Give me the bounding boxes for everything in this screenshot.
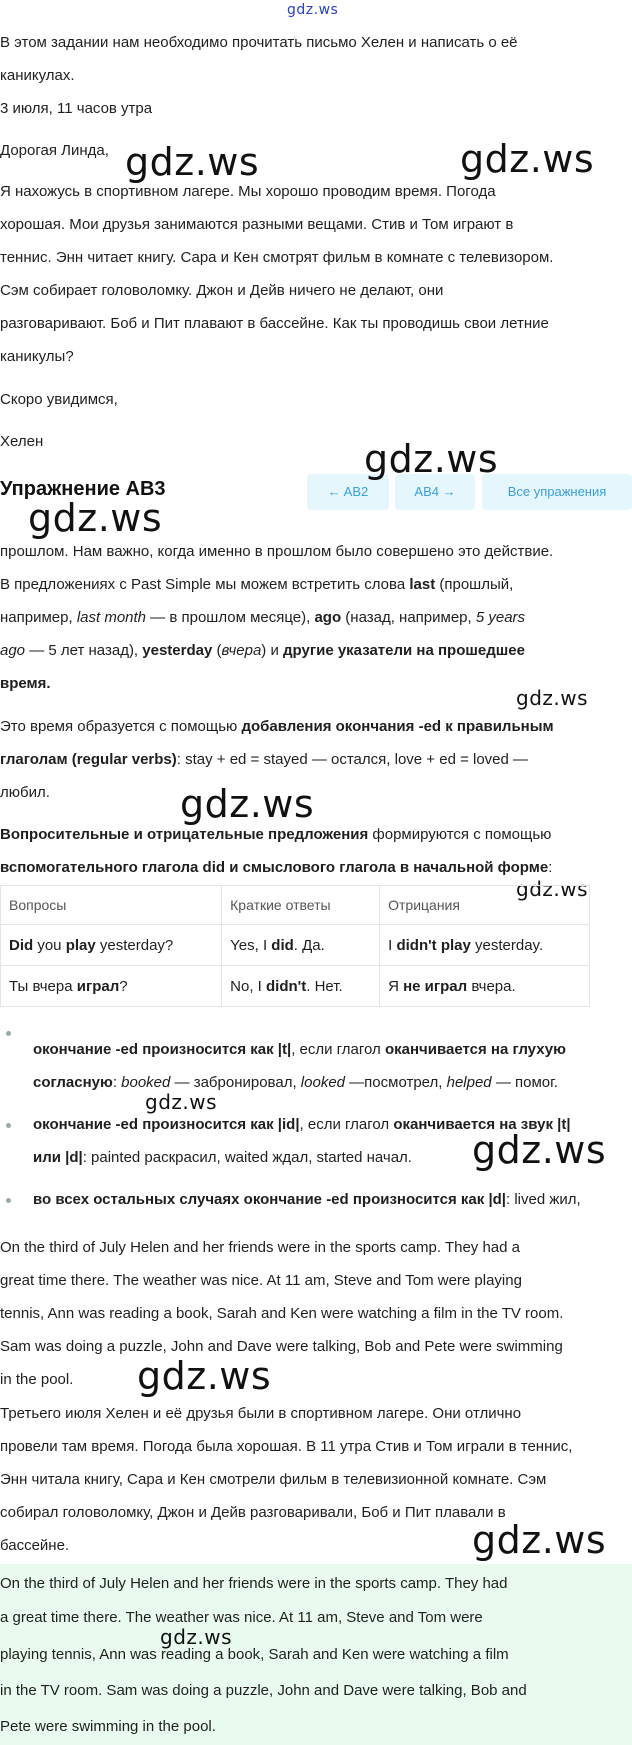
- theory-line: Вопросительные и отрицательные предложения формируются с помощью: [0, 826, 552, 843]
- letter-closing: Скоро увидимся,: [0, 391, 118, 408]
- watermark: gdz.ws: [125, 140, 260, 184]
- letter-greeting: Дорогая Линда,: [0, 142, 109, 159]
- all-exercises-button[interactable]: Все упражнения: [482, 474, 632, 510]
- table-row: [1, 966, 590, 1007]
- table-cell: Yes, I did. Да.: [222, 925, 380, 966]
- list-item: окончание -ed произносится как |id|, если глагол оканчивается на звук |t|: [33, 1116, 571, 1133]
- table-cell: No, I didn't. Нет.: [222, 966, 380, 1007]
- english-line: in the pool.: [0, 1371, 74, 1388]
- bullet-dot: [6, 1123, 11, 1128]
- russian-line: бассейне.: [0, 1537, 70, 1554]
- letter-line: теннис. Энн читает книгу. Сара и Кен смотрят фильм в комнате с телевизором.: [0, 249, 554, 266]
- table-row: [1, 925, 590, 966]
- letter-line: Сэм собирает головоломку. Джон и Дейв ничего не делают, они: [0, 282, 444, 299]
- answer-line: Pete were swimming in the pool.: [0, 1718, 216, 1735]
- theory-line: например, last month — в прошлом месяце), ago (назад, например, 5 years: [0, 609, 526, 626]
- theory-line: глаголам (regular verbs): stay + ed = stayed — остался, love + ed = loved —: [0, 751, 529, 768]
- intro-line: каникулах.: [0, 67, 75, 84]
- russian-line: Энн читала книгу, Сара и Кен смотрели фильм в телевизионной комнате. Сэм: [0, 1471, 547, 1488]
- russian-line: собирал головоломку, Джон и Дейв разговаривали, Боб и Пит плавали в: [0, 1504, 506, 1521]
- watermark: gdz.ws: [516, 686, 589, 710]
- letter-line: хорошая. Мои друзья занимаются разными вещами. Стив и Том играют в: [0, 216, 514, 233]
- english-line: Sam was doing a puzzle, John and Dave were talking, Bob and Pete were swimming: [0, 1338, 563, 1355]
- list-item: согласную: booked — забронировал, looked —посмотрел, helped — помог.: [33, 1074, 558, 1091]
- theory-line: время.: [0, 675, 51, 692]
- answer-line: in the TV room. Sam was doing a puzzle, John and Dave were talking, Bob and: [0, 1682, 527, 1699]
- list-item: или |d|: painted раскрасил, waited ждал, started начал.: [33, 1149, 412, 1166]
- table-header: Вопросы: [1, 886, 222, 925]
- prev-exercise-button[interactable]: ← AB2: [307, 474, 389, 510]
- letter-line: каникулы?: [0, 348, 74, 365]
- watermark: gdz.ws: [460, 137, 595, 181]
- section-title: Упражнение AB3: [0, 478, 166, 500]
- watermark: gdz.ws: [180, 782, 315, 826]
- watermark: gdz.ws: [28, 496, 163, 540]
- theory-line: любил.: [0, 784, 50, 801]
- watermark: gdz.ws: [472, 1518, 607, 1562]
- watermark: gdz.ws: [145, 1090, 218, 1114]
- theory-line: вспомогательного глагола did и смыслового глагола в начальной форме:: [0, 859, 553, 876]
- answer-line: On the third of July Helen and her friends were in the sports camp. They had: [0, 1575, 508, 1592]
- watermark: gdz.ws: [364, 437, 499, 481]
- intro-line: В этом задании нам необходимо прочитать письмо Хелен и написать о её: [0, 34, 518, 51]
- theory-line: Это время образуется с помощью добавления окончания -ed к правильным: [0, 718, 554, 735]
- russian-line: Третьего июля Хелен и её друзья были в спортивном лагере. Они отлично: [0, 1405, 522, 1422]
- answer-line: playing tennis, Ann was reading a book, Sarah and Ken were watching a film: [0, 1646, 509, 1663]
- theory-line: В предложениях с Past Simple мы можем встретить слова last (прошлый,: [0, 576, 514, 593]
- russian-line: провели там время. Погода была хорошая. В 11 утра Стив и Том играли в теннис,: [0, 1438, 573, 1455]
- table-header: Краткие ответы: [222, 886, 380, 925]
- english-line: tennis, Ann was reading a book, Sarah and Ken were watching a film in the TV room.: [0, 1305, 564, 1322]
- list-item: окончание -ed произносится как |t|, если глагол оканчивается на глухую: [33, 1041, 566, 1058]
- watermark: gdz.ws: [472, 1128, 607, 1172]
- table-header: Отрицания: [380, 886, 590, 925]
- bullet-dot: [6, 1031, 11, 1036]
- table-cell: Я не играл вчера.: [380, 966, 590, 1007]
- grammar-table: [0, 885, 590, 1007]
- watermark: gdz.ws: [137, 1354, 272, 1398]
- next-exercise-button[interactable]: AB4 →: [395, 474, 475, 510]
- theory-line: прошлом. Нам важно, когда именно в прошлом было совершено это действие.: [0, 543, 554, 560]
- list-item: во всех остальных случаях окончание -ed произносится как |d|: lived жил,: [33, 1191, 581, 1208]
- letter-line: Я нахожусь в спортивном лагере. Мы хорошо проводим время. Погода: [0, 183, 496, 200]
- watermark-top: gdz.ws: [287, 2, 339, 18]
- letter-date: 3 июля, 11 часов утра: [0, 100, 153, 117]
- english-line: great time there. The weather was nice. At 11 am, Steve and Tom were playing: [0, 1272, 522, 1289]
- table-cell: Ты вчера играл?: [1, 966, 222, 1007]
- letter-line: разговаривают. Боб и Пит плавают в бассейне. Как ты проводишь свои летние: [0, 315, 549, 332]
- watermark: gdz.ws: [516, 877, 589, 901]
- table-cell: I didn't play yesterday.: [380, 925, 590, 966]
- table-cell: Did you play yesterday?: [1, 925, 222, 966]
- watermark: gdz.ws: [160, 1625, 233, 1649]
- english-line: On the third of July Helen and her friends were in the sports camp. They had a: [0, 1239, 521, 1256]
- letter-signature: Хелен: [0, 433, 44, 450]
- bullet-dot: [6, 1198, 11, 1203]
- answer-line: a great time there. The weather was nice. At 11 am, Steve and Tom were: [0, 1609, 483, 1626]
- theory-line: ago — 5 лет назад), yesterday (вчера) и другие указатели на прошедшее: [0, 642, 525, 659]
